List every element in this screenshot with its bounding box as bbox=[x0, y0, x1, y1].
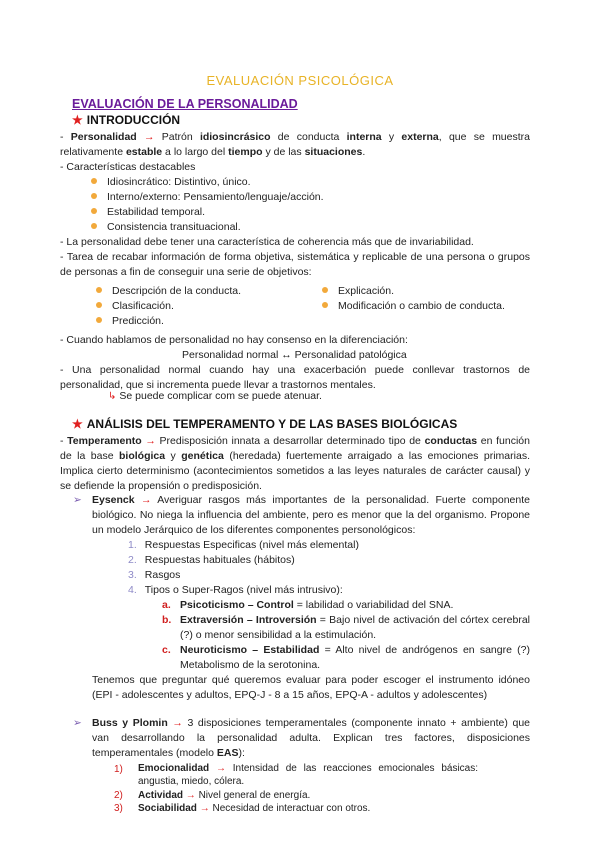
intro-heading: ★ INTRODUCCIÓN bbox=[72, 113, 181, 127]
factor-marker: 2) bbox=[114, 790, 123, 801]
list-item: Consistencia transituacional. bbox=[91, 220, 241, 235]
temperament-heading: ★ ANÁLISIS DEL TEMPERAMENTO Y DE LAS BASES BIOLÓGICAS bbox=[72, 417, 458, 431]
personalidad-paragraph: - Personalidad → Patrón idiosincrásico de conducta interna y externa, que se muestra relativamente estable a lo largo del tiempo y de las situaciones. bbox=[60, 131, 530, 158]
level-item: 1. Respuestas Especificas (nivel más elemental) bbox=[128, 539, 359, 551]
return-arrow-icon: ↳ bbox=[108, 391, 117, 402]
section-heading: EVALUACIÓN DE LA PERSONALIDAD bbox=[72, 97, 298, 111]
consenso-paragraph: - Cuando hablamos de personalidad no hay consenso en la diferenciación: bbox=[60, 334, 408, 346]
bullet-icon bbox=[91, 193, 97, 199]
bullet-icon bbox=[91, 208, 97, 214]
super-trait-item: Psicoticismo – Control = labilidad o variabilidad del SNA. bbox=[180, 599, 454, 611]
star-icon: ★ bbox=[72, 417, 83, 431]
bullet-icon bbox=[96, 317, 102, 323]
coherencia-paragraph: - La personalidad debe tener una característica de coherencia más que de invariabilidad. bbox=[60, 236, 474, 248]
note-line: ↳ Se puede complicar com se puede atenuar. bbox=[108, 390, 322, 402]
list-item: Estabilidad temporal. bbox=[91, 205, 205, 220]
super-trait-item: Neuroticismo – Estabilidad = Alto nivel de andrógenos en sangre (?) Metabolismo de la serotonina. bbox=[180, 644, 530, 671]
document-title: EVALUACIÓN PSICOLÓGICA bbox=[206, 73, 394, 88]
bullet-icon bbox=[322, 287, 328, 293]
level-item: 3. Rasgos bbox=[128, 569, 181, 581]
factor-marker: 1) bbox=[114, 764, 123, 775]
objective-item: Clasificación. bbox=[96, 299, 174, 314]
factor-item: Actividad → Nivel general de energía. bbox=[138, 790, 311, 801]
factor-item: Emocionalidad → Intensidad de las reacciones emocionales básicas: angustia, miedo, cólera. bbox=[138, 763, 479, 787]
normal-vs-patologica: Personalidad normal ↔ Personalidad patológica bbox=[182, 349, 407, 361]
star-icon: ★ bbox=[72, 113, 83, 127]
exacerbacion-paragraph: - Una personalidad normal cuando hay una exacerbación puede conllevar trastornos de personalidad, que si incrementa puede llevar a trastornos mentales. bbox=[60, 364, 530, 391]
super-trait-marker: b. bbox=[162, 614, 172, 626]
factor-marker: 3) bbox=[114, 803, 123, 814]
super-trait-marker: a. bbox=[162, 599, 171, 611]
list-item: Interno/externo: Pensamiento/lenguaje/acción. bbox=[91, 190, 324, 205]
arrow-bullet-icon: ➢ bbox=[73, 494, 82, 506]
bullet-icon bbox=[322, 302, 328, 308]
bullet-icon bbox=[96, 302, 102, 308]
caracteristicas-heading: - Características destacables bbox=[60, 161, 196, 173]
list-item: Idiosincrático: Distintivo, único. bbox=[91, 175, 251, 190]
bullet-icon bbox=[91, 223, 97, 229]
tarea-paragraph: - Tarea de recabar información de forma objetiva, sistemática y replicable de una persona o grupos de personas a fin de conseguir una serie de objetivos: bbox=[60, 251, 530, 278]
bullet-icon bbox=[91, 178, 97, 184]
factor-item: Sociabilidad → Necesidad de interactuar con otros. bbox=[138, 803, 371, 814]
objective-item: Predicción. bbox=[96, 314, 164, 329]
eysenck-paragraph: Eysenck → Averiguar rasgos más importantes de la personalidad. Fuerte componente biológico. No niega la influencia del ambiente, pero es menor que la del organismo. Propone un modelo Jerárquico de los diferentes componentes personológicos: bbox=[92, 494, 530, 536]
objective-item: Descripción de la conducta. bbox=[96, 284, 241, 299]
bullet-icon bbox=[96, 287, 102, 293]
evaluar-paragraph: Tenemos que preguntar qué queremos evaluar para poder escoger el instrumento idóneo (EPI - adolescentes y adultos, EPQ-J - 8 a 15 años, EPQ-A - adultos y adolescentes) bbox=[92, 674, 530, 701]
arrow-bullet-icon: ➢ bbox=[73, 717, 82, 729]
level-item: 2. Respuestas habituales (hábitos) bbox=[128, 554, 295, 566]
super-trait-marker: c. bbox=[162, 644, 171, 656]
temperamento-paragraph: - Temperamento → Predisposición innata a desarrollar determinado tipo de conductas en función de la base biológica y genética (heredada) fuertemente arraigado a las emociones primarias. Implica cierto determinismo (acontecimientos sometidos a las leyes naturales de carácter causal) y se defiende la propensión o predisposición. bbox=[60, 435, 530, 492]
level-item: 4. Tipos o Super-Ragos (nivel más intrusivo): bbox=[128, 584, 343, 596]
super-trait-item: Extraversión – Introversión = Bajo nivel de activación del córtex cerebral (?) o menor sensibilidad a la estimulación. bbox=[180, 614, 530, 641]
objective-item: Modificación o cambio de conducta. bbox=[322, 299, 505, 314]
objective-item: Explicación. bbox=[322, 284, 394, 299]
buss-plomin-paragraph: Buss y Plomin → 3 disposiciones temperamentales (componente innato + ambiente) que van desarrollando la personalidad adulta. Explican tres factores, disposiciones temperamentales (modelo EAS): bbox=[92, 717, 530, 759]
